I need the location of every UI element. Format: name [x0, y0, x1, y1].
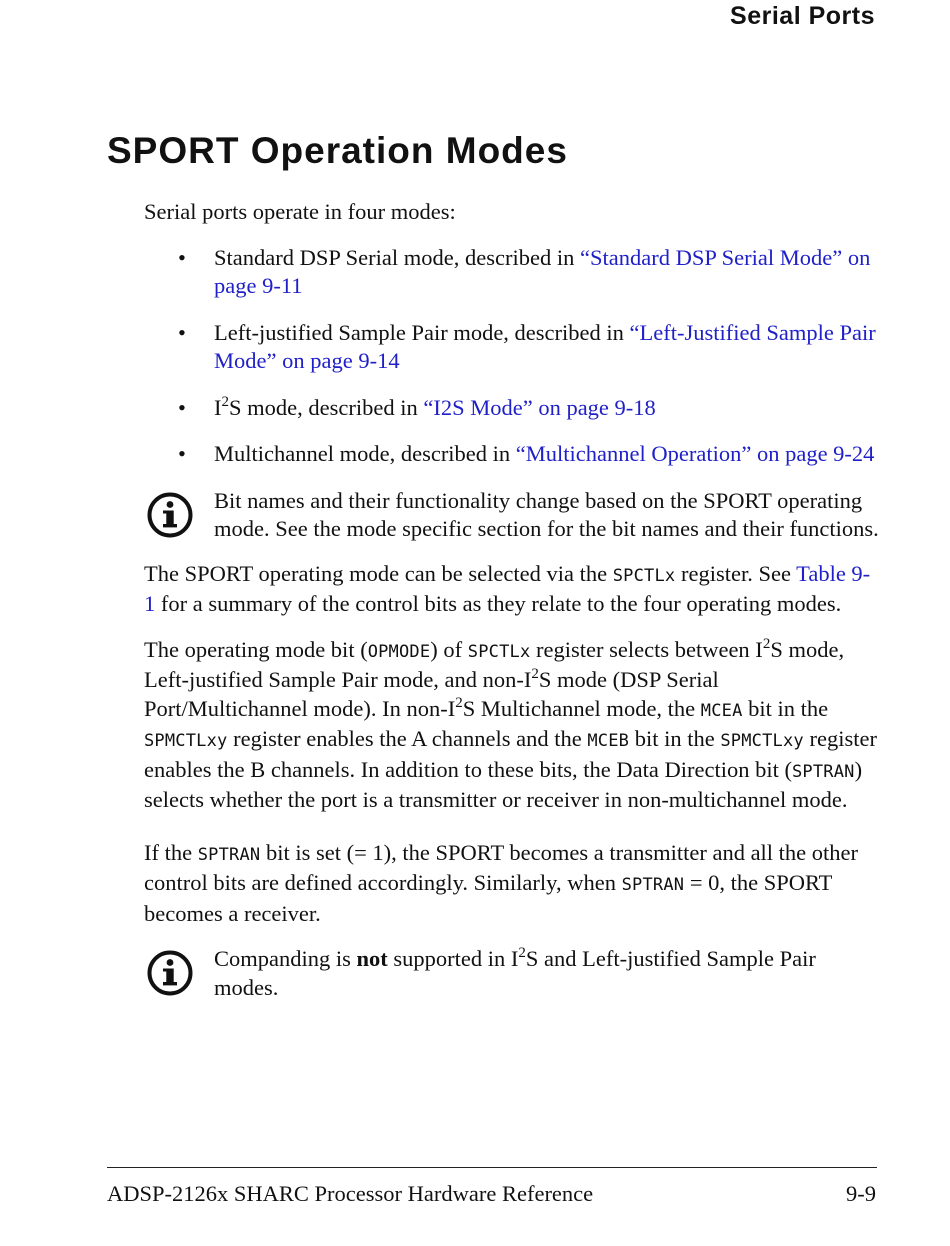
text-run: = 0, the SPORT becomes a receiver.: [144, 870, 833, 926]
text-run: S mode, Left-justified Sample Pair mode, and non-I: [144, 636, 845, 692]
text-run: ) of: [430, 636, 468, 662]
text-run: Companding is: [214, 946, 357, 971]
text-run: S and Left-justified Sample Pair modes.: [214, 946, 816, 1000]
list-item: [144, 394, 879, 423]
bit-name: OPMODE: [367, 641, 431, 662]
note-block: [144, 487, 879, 544]
note-text: Bit names and their functionality change based on the SPORT operating mode. See the mode specific section for the bit names and their functions.: [214, 487, 879, 541]
superscript: 2: [762, 635, 771, 652]
link-standard-dsp-serial-mode[interactable]: “Standard DSP Serial Mode” on page 9-11: [214, 244, 871, 298]
superscript: 2: [221, 393, 229, 410]
bullet-glyph: •: [178, 394, 186, 420]
text-run: The SPORT operating mode can be selected via the: [144, 560, 613, 586]
register-name: SPMCTLxy: [144, 731, 228, 751]
list-item-pre: I: [214, 394, 222, 420]
text-run: register enables the B channels. In addition to these bits, the Data Direction bit (: [144, 726, 877, 782]
info-icon: [146, 491, 194, 539]
bullet-glyph: •: [178, 441, 186, 466]
page-number: 9-9: [846, 1181, 876, 1206]
link-left-justified-sample-pair-mode[interactable]: “Left-Justified Sample Pair Mode” on page 9-14: [214, 319, 876, 373]
link-i2s-mode[interactable]: “I2S Mode” on page 9-18: [423, 394, 656, 420]
bit-name: SPTRAN: [621, 875, 685, 895]
text-run: supported in I: [387, 946, 519, 971]
text-run: ) selects whether the port is a transmitter or receiver in non-multichannel mode.: [144, 756, 863, 812]
text-run: bit in the: [742, 695, 829, 721]
link-multichannel-operation[interactable]: “Multichannel Operation” on page 9-24: [515, 441, 875, 466]
text-run: S mode (DSP Serial Port/Multichannel mode). In non-I: [144, 667, 719, 721]
list-item-text: S mode, described in: [229, 394, 424, 420]
running-header: Serial Ports: [730, 2, 875, 30]
bit-name: MCEB: [587, 731, 630, 751]
list-item-text: Standard DSP Serial mode, described in: [214, 244, 580, 270]
register-name: SPCTLx: [467, 641, 531, 662]
paragraph-opmode-bit: [144, 636, 879, 815]
bit-name: MCEA: [700, 700, 743, 721]
bit-name: SPTRAN: [791, 761, 855, 782]
text-run: bit is set (= 1), the SPORT becomes a transmitter and all the other control bits are defined accordingly. Similarly, when: [144, 839, 859, 895]
superscript: 2: [455, 694, 463, 711]
bullet-glyph: •: [178, 244, 186, 270]
paragraph-operating-mode: [144, 560, 879, 619]
text-run: register selects between I: [530, 636, 763, 662]
superscript: 2: [518, 945, 526, 961]
note-text: [214, 945, 879, 1002]
note-block: [144, 945, 879, 1002]
list-item: [144, 440, 879, 469]
text-run: for a summary of the control bits as they relate to the four operating modes.: [155, 591, 842, 616]
emphasis: not: [356, 946, 388, 971]
text-run: register enables the A channels and the: [227, 726, 588, 751]
footer-divider: [107, 1167, 877, 1168]
list-item: [144, 319, 879, 376]
superscript: 2: [531, 666, 539, 682]
list-item: [144, 244, 879, 301]
footer-title: ADSP-2126x SHARC Processor Hardware Reference: [107, 1181, 594, 1206]
text-run: S Multichannel mode, the: [462, 695, 701, 721]
page-title: SPORT Operation Modes: [107, 130, 568, 171]
bullet-glyph: •: [178, 319, 186, 345]
bit-name: SPTRAN: [197, 844, 261, 865]
text-run: The operating mode bit (: [144, 636, 368, 662]
paragraph-sptran: [144, 839, 879, 929]
link-table-9-1[interactable]: Table 9-1: [144, 560, 871, 616]
body-content: [144, 198, 879, 1018]
text-run: register. See: [675, 560, 797, 586]
list-item-text: Left-justified Sample Pair mode, described in: [214, 319, 630, 345]
intro-text: Serial ports operate in four modes:: [144, 199, 456, 224]
mode-list: [144, 244, 879, 469]
list-item-text: Multichannel mode, described in: [214, 441, 516, 466]
register-name: SPMCTLxy: [720, 731, 804, 751]
text-run: If the: [144, 839, 198, 865]
register-name: SPCTLx: [612, 565, 676, 586]
info-icon: [146, 949, 194, 997]
text-run: bit in the: [629, 726, 721, 751]
